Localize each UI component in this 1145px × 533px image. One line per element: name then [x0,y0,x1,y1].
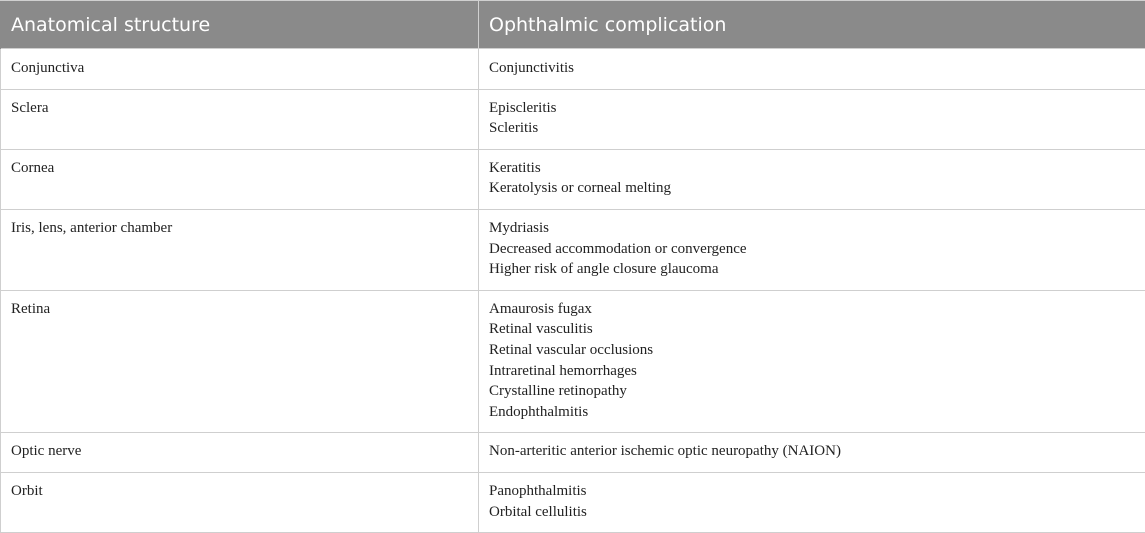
structure-cell: Iris, lens, anterior chamber [1,209,479,290]
structure-cell: Sclera [1,89,479,149]
header-row [1,1,1145,49]
structure-cell: Retina [1,290,479,433]
complication-cell [479,49,1145,90]
complication-item: Conjunctivitis [489,58,1135,79]
complication-cell [479,89,1145,149]
complication-item: Retinal vasculitis [489,319,1135,340]
table-row [1,290,1145,433]
table-body [1,49,1145,533]
complication-cell [479,290,1145,433]
table-row [1,149,1145,209]
structure-cell: Optic nerve [1,433,479,473]
structure-cell: Cornea [1,149,479,209]
complication-item: Endophthalmitis [489,402,1135,423]
complication-item: Non-arteritic anterior ischemic optic neuropathy (NAION) [489,441,1135,462]
complication-item: Episcleritis [489,98,1135,119]
header-ophthalmic-complication: Ophthalmic complication [479,1,1145,49]
complication-cell [479,433,1145,473]
complication-cell [479,209,1145,290]
complication-cell [479,149,1145,209]
table-row [1,49,1145,90]
complication-item: Retinal vascular occlusions [489,340,1135,361]
complication-item: Keratitis [489,158,1135,179]
complication-item: Scleritis [489,118,1135,139]
table-header [1,1,1145,49]
structure-cell: Conjunctiva [1,49,479,90]
complication-item: Decreased accommodation or convergence [489,239,1135,260]
complication-item: Keratolysis or corneal melting [489,178,1135,199]
complication-item: Amaurosis fugax [489,299,1135,320]
complication-item: Panophthalmitis [489,481,1135,502]
complication-item: Mydriasis [489,218,1135,239]
header-anatomical-structure: Anatomical structure [1,1,479,49]
table-row [1,89,1145,149]
complication-item: Intraretinal hemorrhages [489,361,1135,382]
table-row [1,209,1145,290]
complication-item: Orbital cellulitis [489,502,1135,523]
complication-item: Crystalline retinopathy [489,381,1135,402]
complication-item: Higher risk of angle closure glaucoma [489,259,1135,280]
table-row [1,433,1145,473]
structure-cell: Orbit [1,472,479,532]
